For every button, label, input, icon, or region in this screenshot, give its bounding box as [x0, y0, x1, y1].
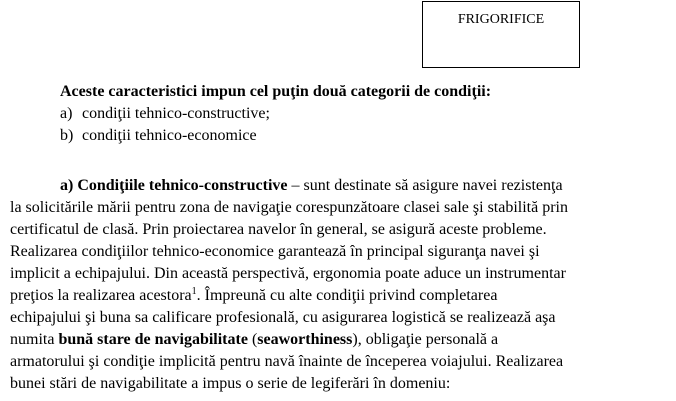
- paragraph-line: [10, 285, 670, 307]
- body-paragraph: [10, 175, 670, 395]
- header-box: [422, 1, 580, 68]
- paragraph-line: Realizarea condiţiilor tehnico-economice garantează în principal siguranţa navei şi: [10, 243, 540, 260]
- list-item: [60, 103, 491, 125]
- list-item: [60, 125, 491, 147]
- list-marker: b): [60, 127, 74, 144]
- list-item-text: condiţii tehnico-economice: [82, 127, 257, 144]
- line-text: (: [247, 331, 258, 348]
- paragraph-line: armatorului şi condiţie implicită pentru navă înainte de începerea voiajului. Realizarea: [10, 353, 564, 370]
- bold-term: bună stare de navigabilitate: [58, 331, 248, 348]
- header-box-label: FRIGORIFICE: [457, 12, 545, 27]
- paragraph-line: [10, 329, 670, 351]
- paragraph-line: [10, 175, 670, 197]
- line-text: ), obligaţie personală a: [352, 331, 499, 348]
- line-text: numita: [10, 331, 59, 348]
- paragraph-line: la solicitările mării pentru zona de navigaţie corespunzătoare clasei sale şi stabilită prin: [10, 199, 568, 216]
- paragraph-line: echipajului şi buna sa calificare profesională, cu asigurarea logistică se realizează aşa: [10, 309, 556, 326]
- paragraph-line: certificatul de clasă. Prin proiectarea navelor în general, se asigură aceste probleme.: [10, 221, 547, 238]
- paragraph-line: implicit a echipajului. Din această perspectivă, ergonomia poate aduce un instrumentar: [10, 265, 566, 282]
- intro-heading: Aceste caracteristici impun cel puţin două categorii de condiţii:: [60, 83, 492, 100]
- bold-term: seaworthiness: [257, 331, 353, 348]
- paragraph-line: bunei stări de navigabilitate a impus o serie de legiferări în domeniu:: [10, 375, 451, 392]
- list-marker: a): [60, 105, 73, 122]
- line-text: . Împreună cu alte condiţii privind completarea: [196, 287, 498, 304]
- line-text: – sunt destinate să asigure navei rezistenţa: [287, 177, 563, 194]
- intro-section: [60, 81, 491, 147]
- footnote-marker: 1: [191, 286, 197, 297]
- line-text: preţios la realizarea acestora: [10, 287, 192, 304]
- list-item-text: condiţii tehnico-constructive;: [82, 105, 270, 122]
- section-lead: a) Condiţiile tehnico-constructive: [60, 177, 288, 194]
